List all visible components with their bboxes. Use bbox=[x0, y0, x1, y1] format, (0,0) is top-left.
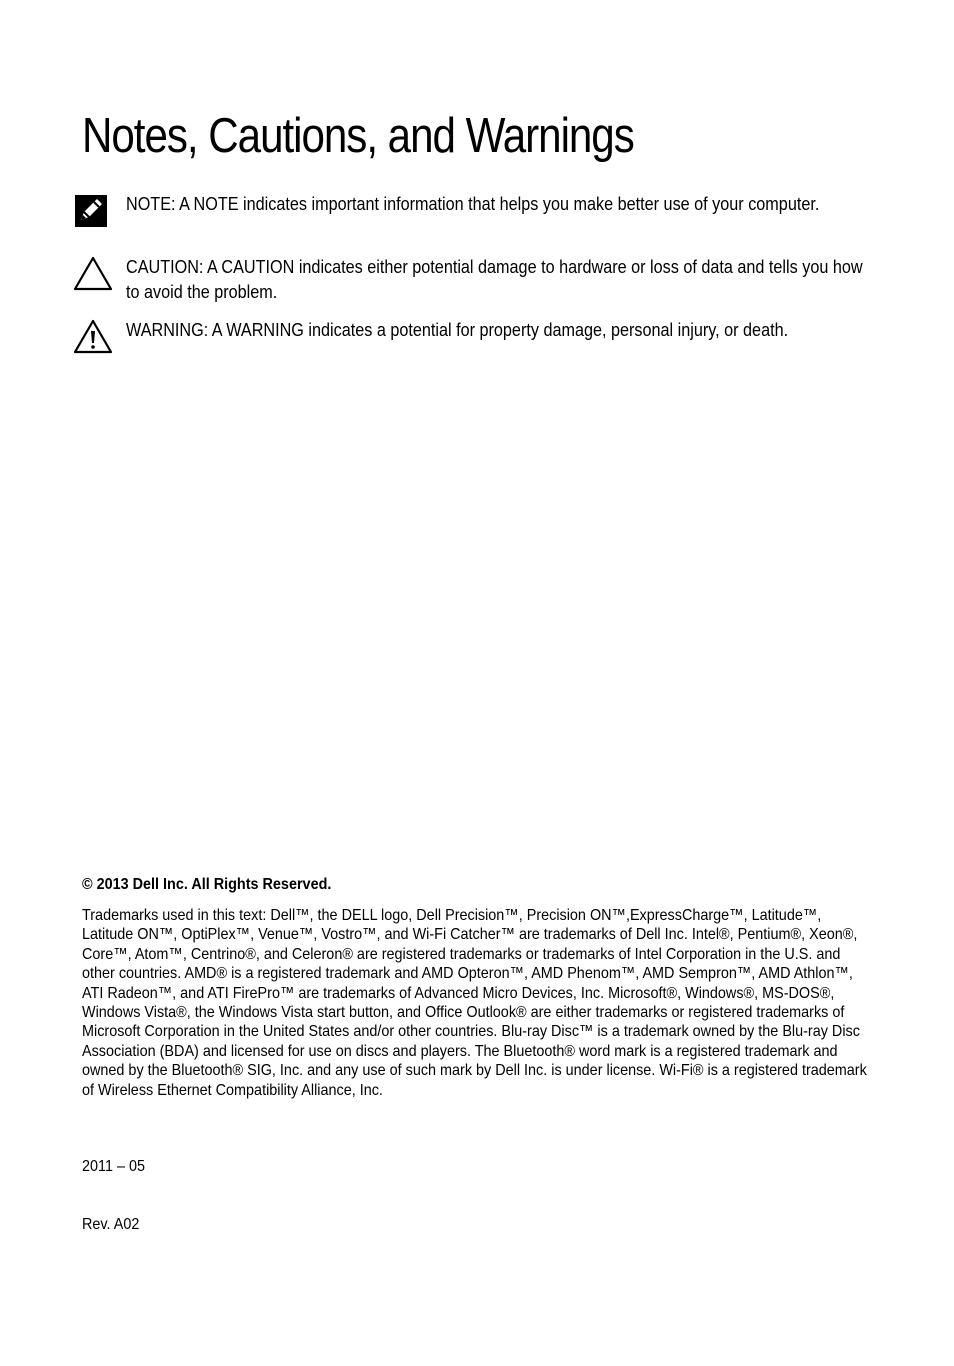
note-label: NOTE: bbox=[126, 194, 176, 214]
copyright-line: © 2013 Dell Inc. All Rights Reserved. bbox=[82, 876, 332, 893]
note-text bbox=[126, 192, 864, 217]
page-title: Notes, Cautions, and Warnings bbox=[82, 109, 634, 163]
note-body: A NOTE indicates important information that helps you make better use of your computer. bbox=[175, 194, 820, 214]
trademarks-paragraph: Trademarks used in this text: Dell™, the DELL logo, Dell Precision™, Precision ON™,ExpressCharge™, Latitude™, Latitude ON™, OptiPlex™, Venue™, Vostro™, and Wi-Fi Catcher™ are trademarks of Dell Inc. Intel®, Pentium®, Xeon®, Core™, Atom™, Centrino®, and Celeron® are registered trademarks or trademarks of Intel Corporation in the U.S. and other countries. AMD® is a registered trademark and AMD Opteron™, AMD Phenom™, AMD Sempron™, AMD Athlon™, ATI Radeon™, and ATI FirePro™ are trademarks of Advanced Micro Devices, Inc. Microsoft®, Windows®, MS-DOS®, Windows Vista®, the Windows Vista start button, and Office Outlook® are either trademarks or registered trademarks of Microsoft Corporation in the United States and/or other countries. Blu-ray Disc™ is a trademark owned by the Blu-ray Disc Association (BDA) and licensed for use on discs and players. The Bluetooth® word mark is a registered trademark and owned by the Bluetooth® SIG, Inc. and any use of such mark by Dell Inc. is under license. Wi-Fi® is a registered trademark of Wireless Ethernet Compatibility Alliance, Inc. bbox=[82, 907, 867, 1099]
publication-date: 2011 – 05 bbox=[82, 1158, 145, 1175]
warning-triangle-icon bbox=[72, 318, 114, 358]
pencil-note-icon bbox=[72, 192, 114, 232]
revision-label: Rev. A02 bbox=[82, 1216, 140, 1233]
warning-text: WARNING: A WARNING indicates a potential for property damage, personal injury, or death. bbox=[126, 320, 789, 340]
caution-text: CAUTION: A CAUTION indicates either potential damage to hardware or loss of data and tells you how to avoid the problem. bbox=[126, 257, 863, 302]
caution-triangle-icon bbox=[72, 255, 114, 295]
